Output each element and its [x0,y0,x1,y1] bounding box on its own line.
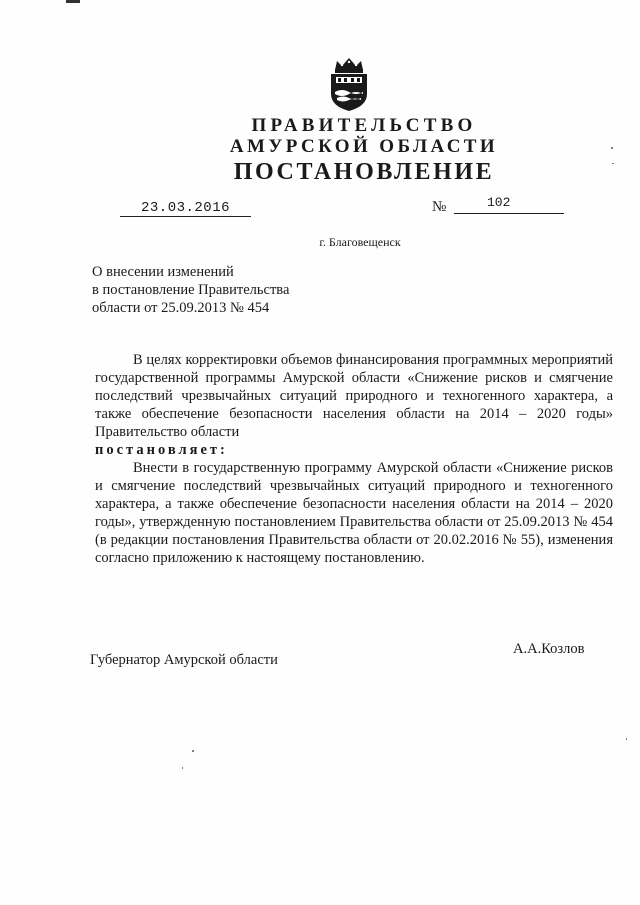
signatory-name: А.А.Козлов [513,641,585,657]
city-line: г. Благовещенск [319,235,401,249]
subject-line: О внесении изменений [92,264,234,280]
subject-line: в постановление Правительства [92,282,290,298]
organization-name-line2: АМУРСКОЙ ОБЛАСТИ [229,136,499,157]
resolves-heading: постановляет: [95,442,228,458]
resolution-paragraph: Внести в государственную программу Амурской области «Снижение рисков и смягчение последствий чрезвычайных ситуаций природного и техногенного характера, а также обеспечение безопасности населения области на 2014 – 2020 годы», утвержденную постановлением Правительства области от 25.09.2013 № 454 (в редакции постановления Правительства области от 20.02.2016 № 55), изменения согласно приложению к настоящему постановлению. [95,460,613,566]
document-date: 23.03.2016 [120,200,251,217]
document-number: 102 [454,193,564,214]
scan-artifact [182,767,183,769]
scan-artifact [626,738,627,740]
subject-line: области от 25.09.2013 № 454 [92,300,270,316]
scan-artifact [611,147,613,149]
scan-artifact [612,163,614,164]
scan-artifact [192,750,194,752]
document-body [95,351,613,567]
preamble-paragraph: В целях корректировки объемов финансирования программных мероприятий государственной программы Амурской области «Снижение рисков и смягчение последствий чрезвычайных ситуаций природного и техногенного характера, а также обеспечение безопасности населения области на 2014 – 2020 годы» Правительство области [95,352,613,440]
coat-of-arms-icon [327,56,371,112]
scan-artifact [66,0,80,3]
document-subject [92,263,289,317]
number-sign: № [432,199,447,215]
document-type: ПОСТАНОВЛЕНИЕ [233,159,495,185]
organization-name-line1: ПРАВИТЕЛЬСТВО [251,115,477,136]
signatory-title: Губернатор Амурской области [90,652,278,668]
